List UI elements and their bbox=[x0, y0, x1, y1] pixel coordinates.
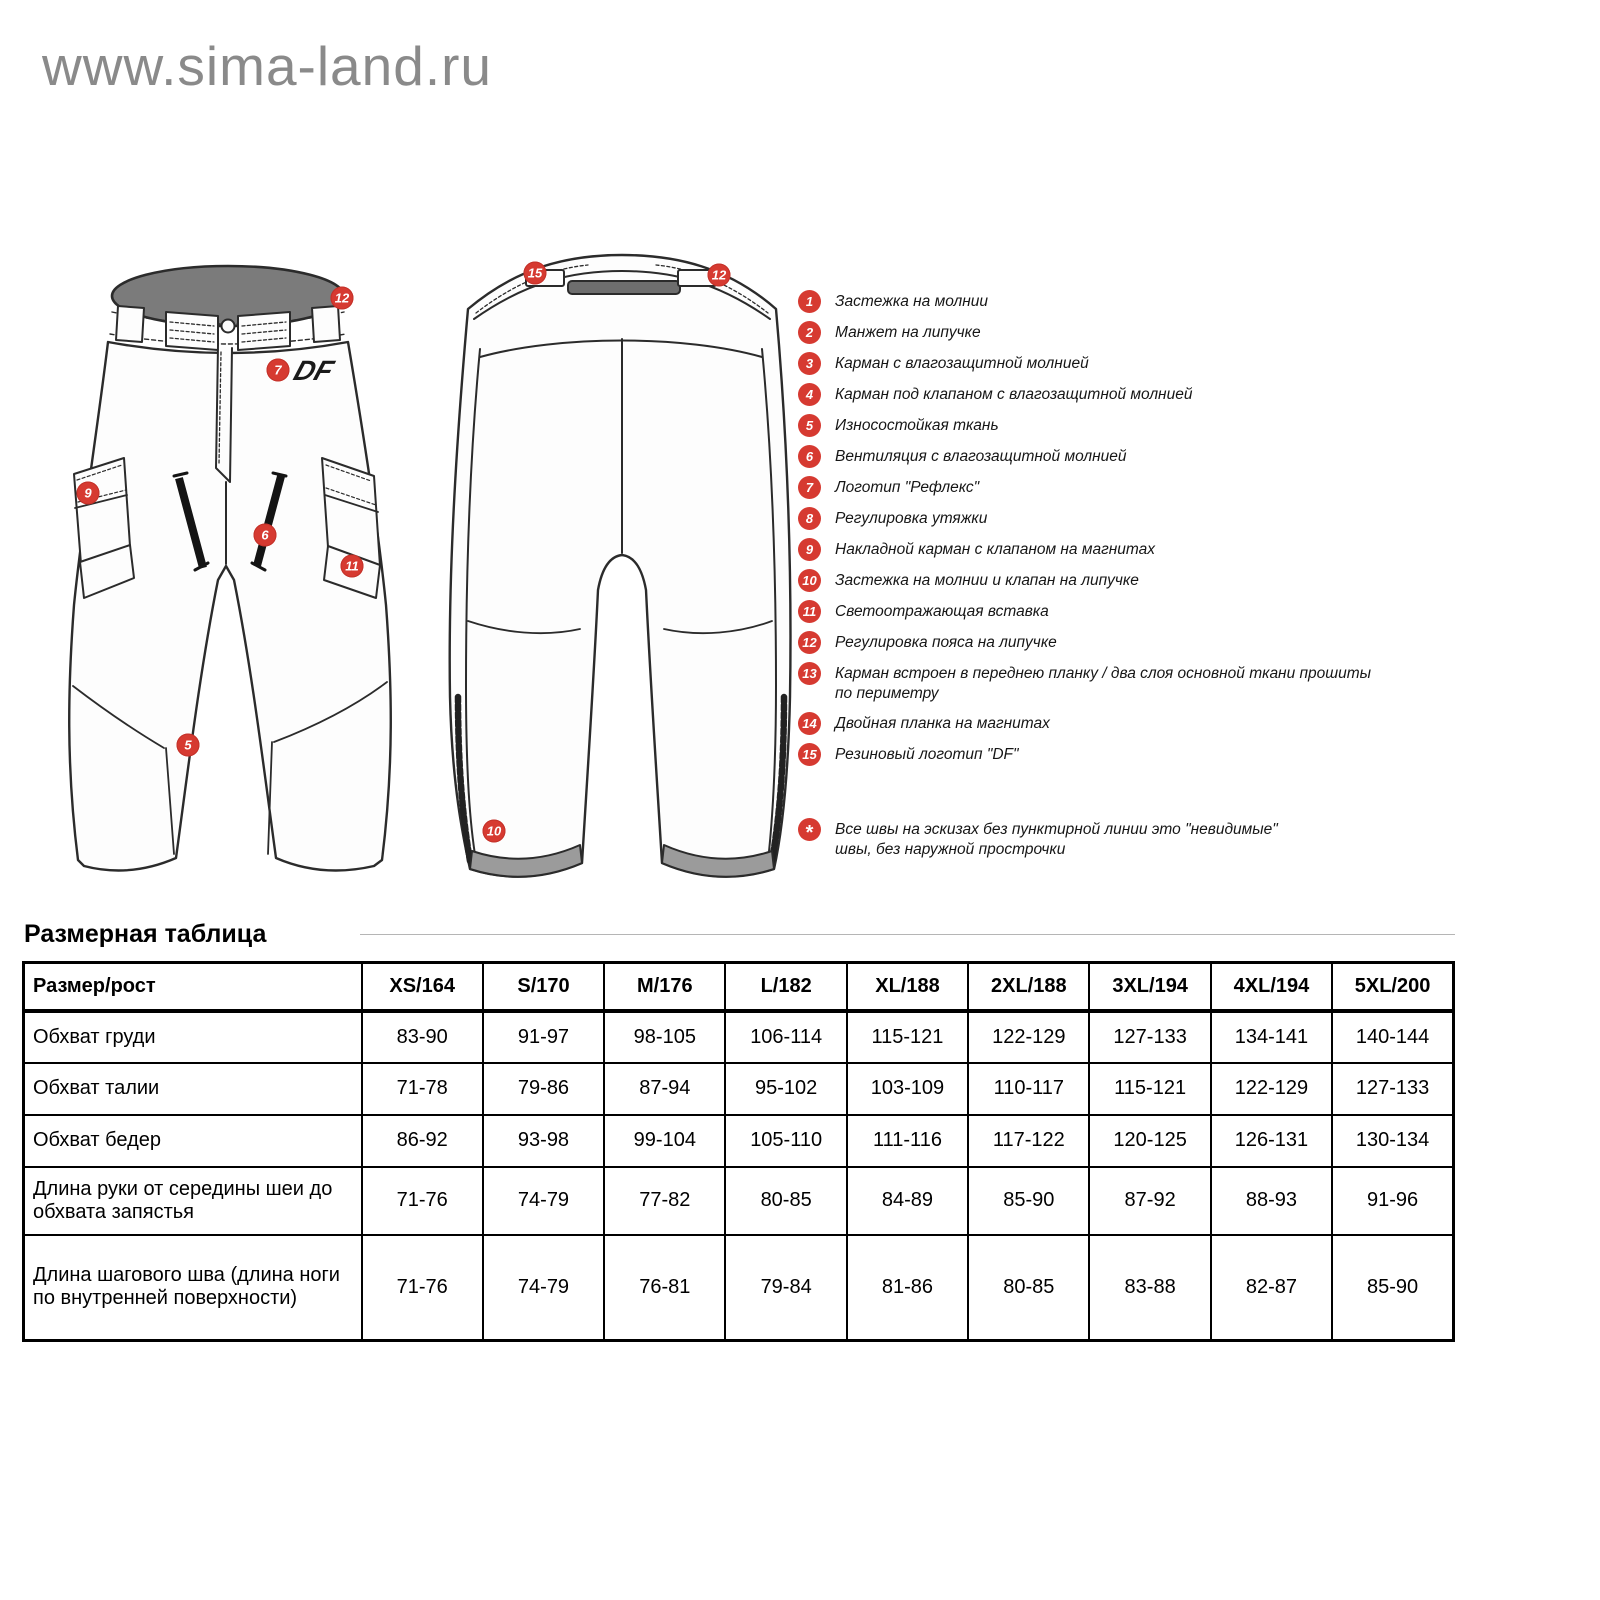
size-value-cell: 105-110 bbox=[725, 1115, 846, 1167]
back-body-outline bbox=[450, 255, 791, 877]
size-table-row bbox=[24, 1063, 1454, 1115]
size-column-header: 5XL/200 bbox=[1332, 963, 1453, 1011]
size-table-section bbox=[22, 920, 1458, 1342]
size-value-cell: 71-76 bbox=[362, 1235, 483, 1341]
legend-item bbox=[798, 712, 1568, 735]
diagram-marker: 11 bbox=[341, 555, 364, 578]
legend-item-text: Износостойкая ткань bbox=[835, 417, 999, 434]
site-watermark: www.sima-land.ru bbox=[42, 35, 493, 97]
legend-item bbox=[798, 414, 1568, 437]
size-value-cell: 122-129 bbox=[1211, 1063, 1332, 1115]
size-column-header: M/176 bbox=[604, 963, 725, 1011]
legend-number-badge: 7 bbox=[798, 476, 821, 499]
size-column-header: 3XL/194 bbox=[1089, 963, 1210, 1011]
legend-number-badge: 8 bbox=[798, 507, 821, 530]
size-value-cell: 91-97 bbox=[483, 1011, 604, 1063]
legend-number-badge: 4 bbox=[798, 383, 821, 406]
title-rule bbox=[360, 934, 1455, 935]
legend-item-text: Карман с влагозащитной молнией bbox=[835, 355, 1089, 372]
legend-item-text: Карман под клапаном с влагозащитной молнией bbox=[835, 386, 1193, 403]
legend-item-text: Карман встроен в переднею планку / два слоя основной ткани прошиты по периметру bbox=[835, 665, 1372, 702]
legend-item-text: Регулировка пояса на липучке bbox=[835, 634, 1057, 651]
legend-item-text: Регулировка утяжки bbox=[835, 510, 988, 527]
legend-number-badge: 1 bbox=[798, 290, 821, 313]
diagram-marker: 7 bbox=[267, 359, 290, 382]
size-value-cell: 81-86 bbox=[847, 1235, 968, 1341]
pants-back-sketch bbox=[440, 245, 800, 890]
size-value-cell: 87-94 bbox=[604, 1063, 725, 1115]
size-row-header: Размер/рост bbox=[24, 963, 362, 1011]
legend-number-badge: 5 bbox=[798, 414, 821, 437]
size-value-cell: 111-116 bbox=[847, 1115, 968, 1167]
size-value-cell: 126-131 bbox=[1211, 1115, 1332, 1167]
size-value-cell: 120-125 bbox=[1089, 1115, 1210, 1167]
legend-note-text: Все швы на эскизах без пунктирной линии это "невидимые" швы, без наружной прострочки bbox=[835, 821, 1278, 858]
legend-number-badge: 11 bbox=[798, 600, 821, 623]
size-value-cell: 103-109 bbox=[847, 1063, 968, 1115]
size-table-body bbox=[24, 1011, 1454, 1341]
size-table-row bbox=[24, 1235, 1454, 1341]
legend-item bbox=[798, 569, 1568, 592]
size-value-cell: 99-104 bbox=[604, 1115, 725, 1167]
size-value-cell: 91-96 bbox=[1332, 1167, 1453, 1235]
size-value-cell: 84-89 bbox=[847, 1167, 968, 1235]
size-table-row bbox=[24, 1115, 1454, 1167]
legend-item-text: Двойная планка на магнитах bbox=[835, 715, 1050, 732]
size-column-header: L/182 bbox=[725, 963, 846, 1011]
diagram-marker: 15 bbox=[524, 262, 547, 285]
diagram-marker: 9 bbox=[77, 482, 100, 505]
measure-label: Обхват бедер bbox=[24, 1115, 362, 1167]
size-value-cell: 83-90 bbox=[362, 1011, 483, 1063]
size-value-cell: 79-86 bbox=[483, 1063, 604, 1115]
size-column-header: XL/188 bbox=[847, 963, 968, 1011]
legend-item bbox=[798, 383, 1568, 406]
size-value-cell: 130-134 bbox=[1332, 1115, 1453, 1167]
legend-item bbox=[798, 507, 1568, 530]
size-value-cell: 98-105 bbox=[604, 1011, 725, 1063]
measure-label: Обхват талии bbox=[24, 1063, 362, 1115]
size-value-cell: 86-92 bbox=[362, 1115, 483, 1167]
size-value-cell: 95-102 bbox=[725, 1063, 846, 1115]
legend-item-text: Вентиляция с влагозащитной молнией bbox=[835, 448, 1127, 465]
size-value-cell: 87-92 bbox=[1089, 1167, 1210, 1235]
legend-item-text: Манжет на липучке bbox=[835, 324, 981, 341]
legend-item bbox=[798, 743, 1568, 766]
legend-number-badge: 14 bbox=[798, 712, 821, 735]
size-table bbox=[22, 961, 1455, 1342]
size-value-cell: 74-79 bbox=[483, 1235, 604, 1341]
pants-back-drawing bbox=[440, 245, 800, 890]
legend-item bbox=[798, 290, 1568, 313]
size-value-cell: 74-79 bbox=[483, 1167, 604, 1235]
size-value-cell: 85-90 bbox=[1332, 1235, 1453, 1341]
size-column-header: 4XL/194 bbox=[1211, 963, 1332, 1011]
measure-label: Обхват груди bbox=[24, 1011, 362, 1063]
size-value-cell: 117-122 bbox=[968, 1115, 1089, 1167]
legend-number-badge: 10 bbox=[798, 569, 821, 592]
legend-note bbox=[798, 818, 1568, 860]
legend-item-text: Накладной карман с клапаном на магнитах bbox=[835, 541, 1156, 558]
size-table-row bbox=[24, 1011, 1454, 1063]
waist-button bbox=[222, 320, 235, 333]
size-value-cell: 127-133 bbox=[1332, 1063, 1453, 1115]
size-value-cell: 77-82 bbox=[604, 1167, 725, 1235]
feature-legend bbox=[798, 290, 1568, 860]
diagram-marker: 12 bbox=[708, 264, 731, 287]
size-value-cell: 76-81 bbox=[604, 1235, 725, 1341]
size-value-cell: 82-87 bbox=[1211, 1235, 1332, 1341]
legend-item-text: Резиновый логотип "DF" bbox=[835, 746, 1019, 763]
size-value-cell: 93-98 bbox=[483, 1115, 604, 1167]
size-table-header-row bbox=[24, 963, 1454, 1011]
legend-number-badge: 15 bbox=[798, 743, 821, 766]
left-cargo-pocket bbox=[74, 458, 134, 598]
size-value-cell: 115-121 bbox=[847, 1011, 968, 1063]
legend-number-badge: 9 bbox=[798, 538, 821, 561]
legend-item bbox=[798, 631, 1568, 654]
size-value-cell: 71-76 bbox=[362, 1167, 483, 1235]
size-table-title: Размерная таблица bbox=[24, 920, 267, 948]
legend-number-badge: 3 bbox=[798, 352, 821, 375]
size-value-cell: 115-121 bbox=[1089, 1063, 1210, 1115]
svg-text:DF: DF bbox=[289, 355, 338, 387]
legend-item bbox=[798, 352, 1568, 375]
legend-number-badge: 2 bbox=[798, 321, 821, 344]
asterisk-badge: * bbox=[798, 818, 821, 841]
size-value-cell: 71-78 bbox=[362, 1063, 483, 1115]
size-value-cell: 85-90 bbox=[968, 1167, 1089, 1235]
legend-item bbox=[798, 445, 1568, 468]
size-column-header: S/170 bbox=[483, 963, 604, 1011]
legend-item bbox=[798, 600, 1568, 623]
size-column-header: XS/164 bbox=[362, 963, 483, 1011]
legend-list bbox=[798, 290, 1568, 766]
legend-number-badge: 6 bbox=[798, 445, 821, 468]
size-value-cell: 127-133 bbox=[1089, 1011, 1210, 1063]
size-value-cell: 80-85 bbox=[725, 1167, 846, 1235]
legend-item-text: Застежка на молнии и клапан на липучке bbox=[835, 572, 1139, 589]
size-value-cell: 122-129 bbox=[968, 1011, 1089, 1063]
measure-label: Длина руки от середины шеи до обхвата запястья bbox=[24, 1167, 362, 1235]
diagram-marker: 5 bbox=[177, 734, 200, 757]
diagram-marker: 6 bbox=[254, 524, 277, 547]
legend-item-text: Логотип "Рефлекс" bbox=[835, 479, 980, 496]
legend-item-text: Светоотражающая вставка bbox=[835, 603, 1049, 620]
size-value-cell: 110-117 bbox=[968, 1063, 1089, 1115]
size-column-header: 2XL/188 bbox=[968, 963, 1089, 1011]
size-value-cell: 88-93 bbox=[1211, 1167, 1332, 1235]
size-value-cell: 134-141 bbox=[1211, 1011, 1332, 1063]
legend-number-badge: 12 bbox=[798, 631, 821, 654]
diagram-marker: 12 bbox=[331, 287, 354, 310]
size-table-row bbox=[24, 1167, 1454, 1235]
legend-number-badge: 13 bbox=[798, 662, 821, 685]
legend-item bbox=[798, 538, 1568, 561]
size-value-cell: 106-114 bbox=[725, 1011, 846, 1063]
waist-opening bbox=[112, 266, 344, 326]
measure-label: Длина шагового шва (длина ноги по внутренней поверхности) bbox=[24, 1235, 362, 1341]
size-value-cell: 80-85 bbox=[968, 1235, 1089, 1341]
legend-item-text: Застежка на молнии bbox=[835, 293, 989, 310]
legend-item bbox=[798, 662, 1568, 704]
pants-front-drawing bbox=[60, 250, 400, 890]
diagram-marker: 10 bbox=[483, 820, 506, 843]
size-value-cell: 140-144 bbox=[1332, 1011, 1453, 1063]
legend-item bbox=[798, 476, 1568, 499]
back-waist-bar bbox=[568, 281, 680, 294]
size-value-cell: 79-84 bbox=[725, 1235, 846, 1341]
size-value-cell: 83-88 bbox=[1089, 1235, 1210, 1341]
legend-item bbox=[798, 321, 1568, 344]
